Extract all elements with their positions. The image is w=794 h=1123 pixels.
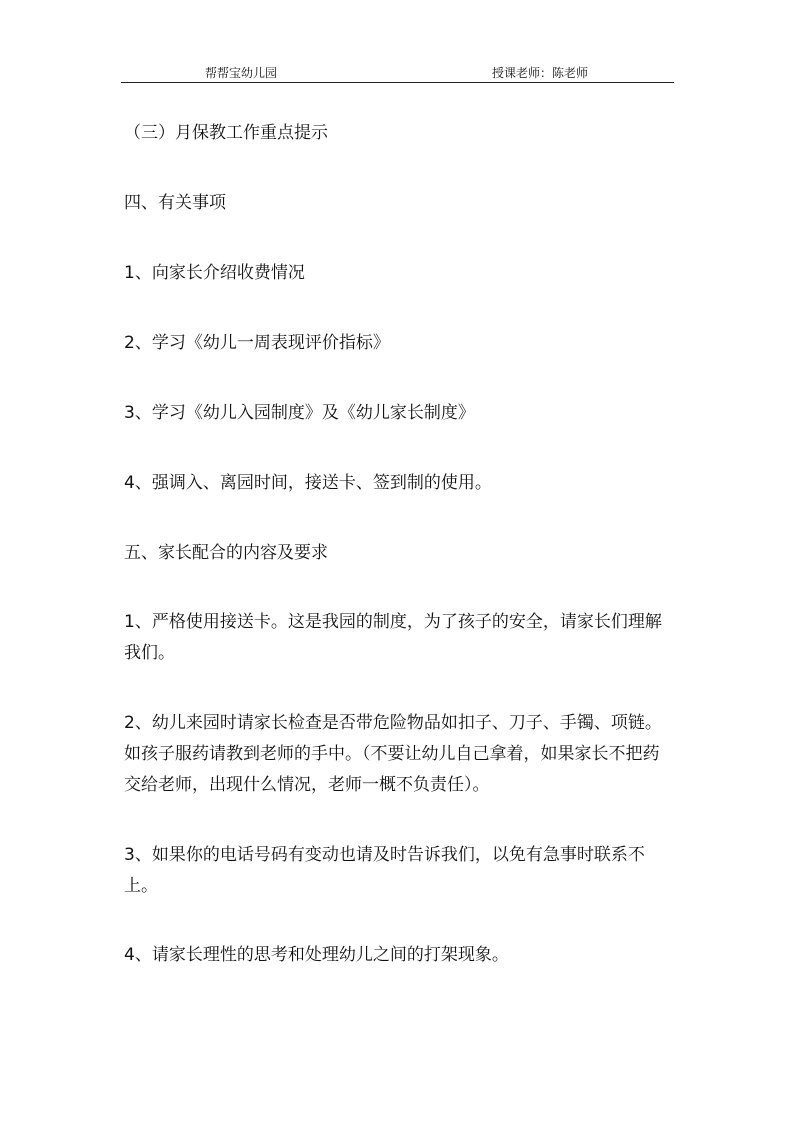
section-heading-related-items: 四、有关事项 xyxy=(124,193,226,213)
page-header xyxy=(121,58,674,83)
item-safety-check: 2、幼儿来园时请家长检查是否带危险物品如扣子、刀子、手镯、项链。如孩子服药请教到老师的手中。（不要让幼儿自己拿着，如果家长不把药交给老师，出现什么情况，老师一概不负责任）。 xyxy=(124,713,662,795)
section-heading-parent-cooperation: 五、家长配合的内容及要求 xyxy=(124,543,328,563)
item-evaluation-indicators: 2、学习《幼儿一周表现评价指标》 xyxy=(124,333,390,353)
item-pickup-card: 1、严格使用接送卡。这是我园的制度，为了孩子的安全，请家长们理解我们。 xyxy=(124,612,662,663)
section-heading-monthly-focus: （三）月保教工作重点提示 xyxy=(124,123,328,143)
header-teacher: 授课老师：陈老师 xyxy=(492,66,589,80)
header-school-name: 帮帮宝幼儿园 xyxy=(205,66,278,80)
item-phone-update: 3、如果你的电话号码有变动也请及时告诉我们，以免有急事时联系不上。 xyxy=(124,845,645,896)
item-fee-introduction: 1、向家长介绍收费情况 xyxy=(124,263,305,283)
item-conflict-handling: 4、请家长理性的思考和处理幼儿之间的打架现象。 xyxy=(124,945,509,965)
item-enrollment-rules: 3、学习《幼儿入园制度》及《幼儿家长制度》 xyxy=(124,403,475,423)
item-pickup-times: 4、强调入、离园时间，接送卡、签到制的使用。 xyxy=(124,473,492,493)
